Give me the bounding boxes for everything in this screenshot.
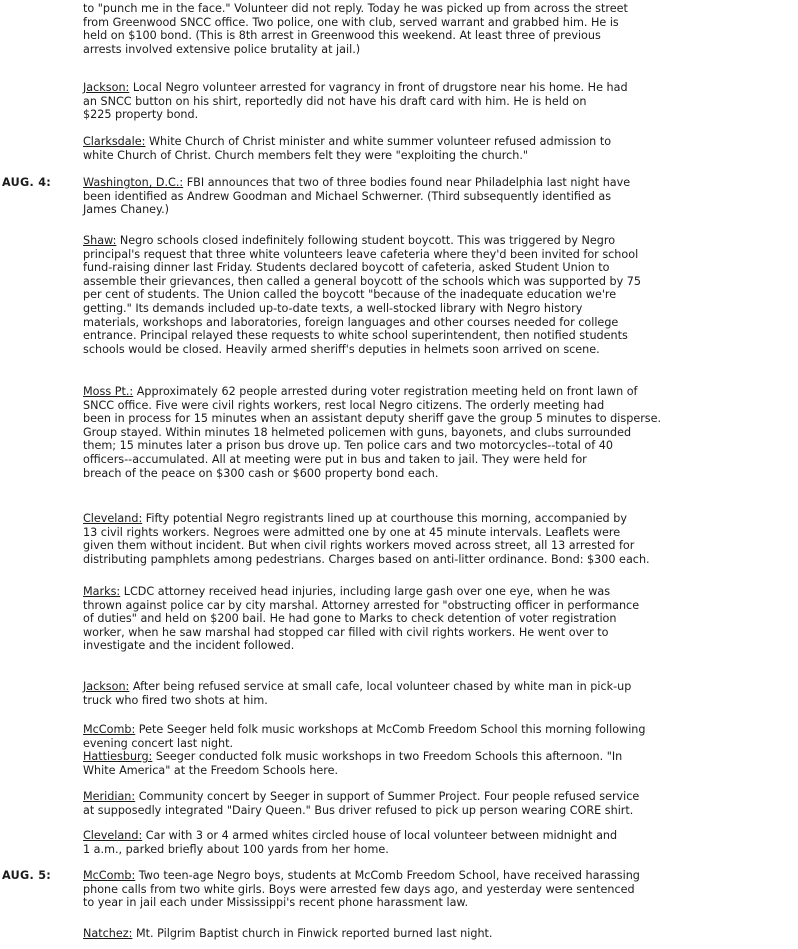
entry-line	[83, 43, 783, 57]
place-name: Washington, D.C.:	[83, 176, 184, 189]
entry-line	[83, 95, 783, 109]
entry-jackson2	[83, 680, 783, 707]
entry-text: Seeger conducted folk music workshops in two Freedom Schools this afternoon. "In	[155, 750, 623, 763]
entry-text: of duties" and held on $200 bail. He had gone to Marks to check detention of voter registration	[83, 612, 617, 626]
entry-text: 13 civil rights workers. Negroes were admitted one by one at 45 minute intervals. Leaflets were	[83, 525, 621, 539]
entry-line	[83, 612, 783, 626]
entry-line	[83, 750, 783, 764]
entry-cleveland2	[83, 829, 783, 856]
place-name: Shaw:	[83, 234, 117, 247]
entry-text: entrance. Principal relayed these requests to white school superintendent, then notified students	[83, 329, 628, 343]
place-name: Natchez:	[83, 927, 133, 940]
entry-date: AUG. 5:	[2, 869, 52, 882]
entry-line	[83, 723, 783, 737]
entry-text: evening concert last night.	[83, 736, 234, 750]
entry-line	[83, 790, 783, 804]
entry-text: been in process for 15 minutes when an assistant deputy sheriff gave the group 5 minutes to disperse.	[83, 412, 662, 426]
entry-text: Fifty potential Negro registrants lined up at courthouse this morning, accompanied by	[145, 512, 627, 525]
entry-text: been identified as Andrew Goodman and Michael Schwerner. (Third subsequently identified as	[83, 189, 612, 203]
entry-line	[83, 81, 783, 95]
place-name: Cleveland:	[83, 512, 143, 525]
entry-line	[83, 412, 783, 426]
entry-line	[83, 453, 783, 467]
entry-text: Car with 3 or 4 armed whites circled house of local volunteer between midnight and	[145, 829, 618, 842]
entry-natchez	[83, 927, 783, 941]
entry-line	[83, 275, 783, 289]
entry-text: per cent of students. The Union called the boycott "because of the inadequate education we're	[83, 288, 617, 302]
entry-text: officers--accumulated. All at meeting were put in bus and taken to jail. They were held for	[83, 452, 587, 466]
entry-line	[83, 149, 783, 163]
entry-line	[83, 599, 783, 613]
entry-text: given them without incident. But when civil rights workers moved across street, all 13 arrested for	[83, 539, 635, 553]
entry-line	[83, 639, 783, 653]
entry-line	[83, 869, 783, 883]
entry-text: Mt. Pilgrim Baptist church in Finwick reported burned last night.	[135, 927, 493, 940]
place-name: Hattiesburg:	[83, 750, 153, 763]
entry-mccomb2	[83, 869, 783, 910]
entry-line	[83, 316, 783, 330]
entry-text: phone calls from two white girls. Boys were arrested few days ago, and yesterday were sentenced	[83, 882, 635, 896]
entry-text: White Church of Christ minister and white summer volunteer refused admission to	[148, 135, 612, 148]
place-name: Marks:	[83, 585, 121, 598]
entry-hattiesburg	[83, 750, 783, 777]
entry-line	[83, 2, 783, 16]
entry-line	[83, 190, 783, 204]
entry-meridian	[83, 790, 783, 817]
entry-line	[83, 512, 783, 526]
entry-line	[83, 248, 783, 262]
entry-text: held on $100 bond. (This is 8th arrest in Greenwood this weekend. At least three of previous	[83, 29, 601, 43]
entry-line	[83, 29, 783, 43]
place-name: Clarksdale:	[83, 135, 146, 148]
entry-text: assemble their grievances, then called a general boycott of the schools which was supported by 75	[83, 274, 642, 288]
entry-text: After being refused service at small cafe, local volunteer chased by white man in pick-up	[132, 680, 632, 693]
entry-line	[83, 343, 783, 357]
entry-text: to year in jail each under Mississippi's recent phone harassment law.	[83, 896, 469, 910]
entry-line	[83, 764, 783, 778]
entry-text: breach of the peace on $300 cash or $600 property bond each.	[83, 466, 439, 480]
entry-line	[83, 680, 783, 694]
entry-line	[83, 399, 783, 413]
entry-text: Pete Seeger held folk music workshops at McComb Freedom School this morning following	[138, 723, 646, 736]
entry-text: white Church of Christ. Church members felt they were "exploiting the church."	[83, 148, 529, 162]
entry-text: getting." Its demands included up-to-date texts, a well-stocked library with Negro history	[83, 301, 583, 315]
place-name: Jackson:	[83, 680, 130, 693]
entry-line	[83, 439, 783, 453]
entry-text: worker, when he saw marshal had stopped car filled with civil rights workers. He went over to	[83, 625, 609, 639]
entry-washington	[83, 176, 783, 217]
entry-text: Negro schools closed indefinitely following student boycott. This was triggered by Negro	[119, 234, 616, 247]
entry-line	[83, 261, 783, 275]
entry-text: Two teen-age Negro boys, students at McComb Freedom School, have received harassing	[138, 869, 640, 882]
entry-line	[83, 203, 783, 217]
entry-text: principal's request that three white volunteers leave cafeteria where they'd been invited for school	[83, 247, 639, 261]
entry-marks	[83, 585, 783, 653]
entry-clarksdale	[83, 135, 783, 162]
entry-line	[83, 539, 783, 553]
entry-text: James Chaney.)	[83, 203, 169, 217]
entry-text: SNCC office. Five were civil rights workers, rest local Negro citizens. The orderly meeting had	[83, 398, 605, 412]
entry-text: $225 property bond.	[83, 108, 199, 122]
place-name: Meridian:	[83, 790, 136, 803]
entry-line	[83, 302, 783, 316]
entry-line	[83, 804, 783, 818]
entry-line	[83, 694, 783, 708]
entry-text: LCDC attorney received head injuries, including large gash over one eye, when he was	[123, 585, 611, 598]
entry-mosspt	[83, 385, 783, 480]
entry-line	[83, 385, 783, 399]
entry-line	[83, 234, 783, 248]
entry-text: distributing pamphlets among pedestrians. Charges based on anti-litter ordinance. Bond: $300 each.	[83, 552, 650, 566]
entry-line	[83, 843, 783, 857]
entry-line	[83, 329, 783, 343]
entry-line	[83, 737, 783, 751]
entry-text: FBI announces that two of three bodies found near Philadelphia last night have	[186, 176, 631, 189]
entry-text: to "punch me in the face." Volunteer did not reply. Today he was picked up from across the street	[83, 2, 628, 15]
entry-text: Group stayed. Within minutes 18 helmeted policemen with guns, bayonets, and clubs surrounded	[83, 425, 632, 439]
entry-text: investigate and the incident followed.	[83, 639, 295, 653]
entry-text: thrown against police car by city marshal. Attorney arrested for "obstructing officer in performance	[83, 598, 640, 612]
entry-text: Approximately 62 people arrested during voter registration meeting held on front lawn of	[136, 385, 638, 398]
entry-text: at supposedly integrated "Dairy Queen." Bus driver refused to pick up person wearing CORE shirt.	[83, 803, 634, 817]
entry-text: from Greenwood SNCC office. Two police, one with club, served warrant and grabbed him. He is	[83, 15, 619, 29]
entry-text: them; 15 minutes later a prison bus drove up. Ten police cars and two motorcycles--total of 40	[83, 439, 613, 453]
entry-line	[83, 883, 783, 897]
entry-text: truck who fired two shots at him.	[83, 693, 268, 707]
place-name: McComb:	[83, 723, 136, 736]
entry-line	[83, 467, 783, 481]
entry-cont	[83, 2, 783, 56]
entry-line	[83, 426, 783, 440]
entry-text: materials, workshops and laboratories, foreign languages and other courses needed for college	[83, 315, 619, 329]
entry-line	[83, 896, 783, 910]
place-name: Jackson:	[83, 81, 130, 94]
place-name: Moss Pt.:	[83, 385, 134, 398]
entry-line	[83, 927, 783, 941]
entry-text: fund-raising dinner last Friday. Students declared boycott of cafeteria, asked Student Union to	[83, 261, 610, 275]
entry-cleveland1	[83, 512, 783, 566]
entry-line	[83, 585, 783, 599]
entry-line	[83, 829, 783, 843]
entry-text: Community concert by Seeger in support of Summer Project. Four people refused service	[138, 790, 640, 803]
entry-text: Local Negro volunteer arrested for vagrancy in front of drugstore near his home. He had	[132, 81, 628, 94]
entry-text: schools would be closed. Heavily armed sheriff's deputies in helmets soon arrived on scene.	[83, 342, 600, 356]
place-name: McComb:	[83, 869, 136, 882]
entry-text: an SNCC button on his shirt, reportedly did not have his draft card with him. He is held on	[83, 94, 587, 108]
entry-text: White America" at the Freedom Schools here.	[83, 763, 339, 777]
entry-mccomb1	[83, 723, 783, 750]
entry-jackson1	[83, 81, 783, 122]
entry-line	[83, 176, 783, 190]
entry-line	[83, 526, 783, 540]
entry-line	[83, 626, 783, 640]
entry-text: 1 a.m., parked briefly about 100 yards from her home.	[83, 842, 389, 856]
entry-line	[83, 553, 783, 567]
entry-line	[83, 135, 783, 149]
entry-text: arrests involved extensive police brutality at jail.)	[83, 42, 361, 56]
entry-shaw	[83, 234, 783, 356]
entry-date: AUG. 4:	[2, 176, 52, 189]
entry-line	[83, 16, 783, 30]
entry-line	[83, 108, 783, 122]
place-name: Cleveland:	[83, 829, 143, 842]
entry-line	[83, 288, 783, 302]
